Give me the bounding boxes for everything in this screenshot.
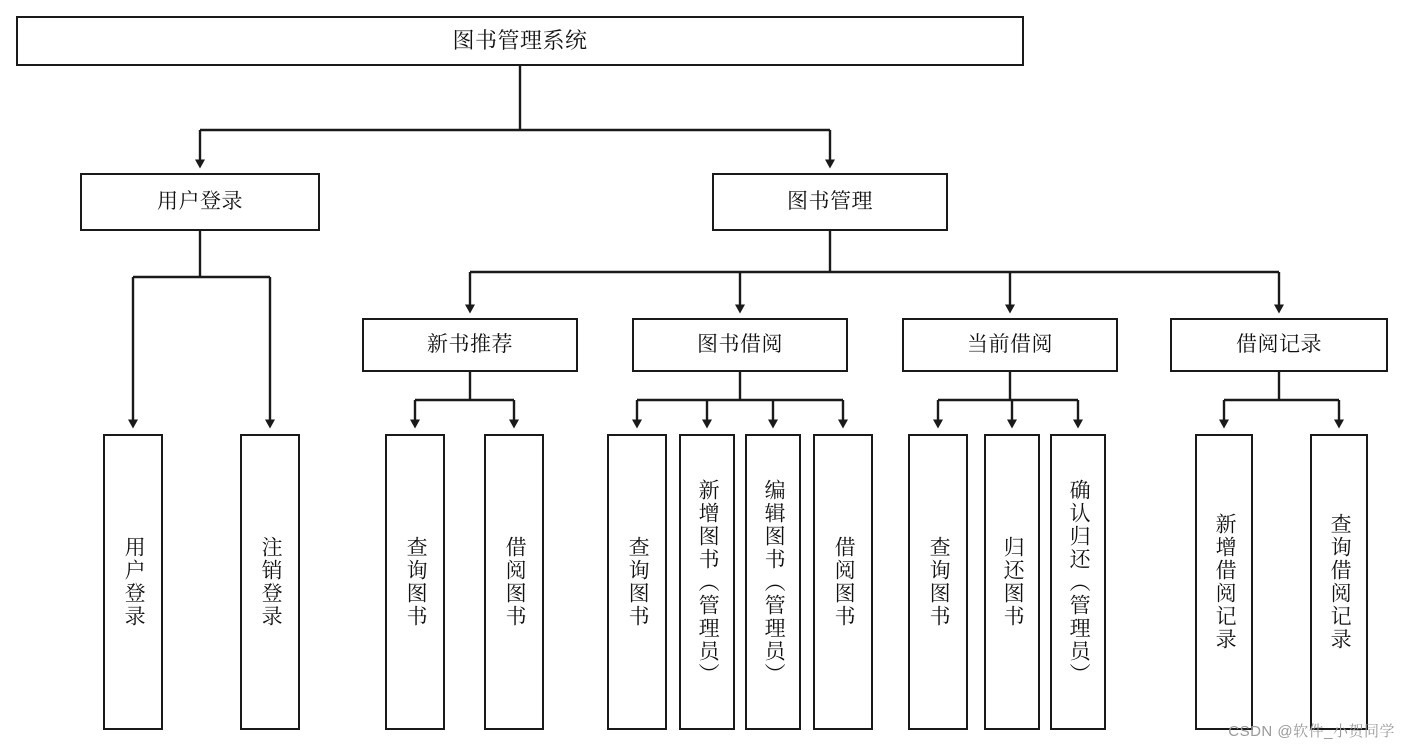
node-leaf-query-book-3-label: 查询图书: [927, 536, 951, 628]
watermark: CSDN @软件_小贺同学: [1228, 723, 1395, 740]
node-leaf-query-book-1-label: 查询图书: [404, 536, 428, 628]
node-leaf-return-book[interactable]: [984, 434, 1040, 730]
node-leaf-borrow-book-2[interactable]: [813, 434, 873, 730]
node-leaf-query-book-2[interactable]: [607, 434, 667, 730]
node-leaf-borrow-book-2-label: 借阅图书: [832, 536, 856, 628]
node-new-book-recommend-label: 新书推荐: [427, 333, 513, 357]
node-leaf-query-book-3[interactable]: [908, 434, 968, 730]
node-book-borrow-label: 图书借阅: [697, 333, 783, 357]
node-current-borrow-label: 当前借阅: [967, 333, 1053, 357]
node-leaf-add-book[interactable]: [679, 434, 735, 730]
node-user-login[interactable]: [80, 173, 320, 231]
node-leaf-add-record[interactable]: [1195, 434, 1253, 730]
node-leaf-add-record-label: 新增借阅记录: [1213, 513, 1237, 651]
node-leaf-edit-book-label: 编辑图书（管理员）: [762, 478, 786, 686]
node-root-label: 图书管理系统: [452, 27, 588, 53]
node-leaf-edit-book[interactable]: [745, 434, 801, 730]
node-user-login-label: 用户登录: [157, 190, 243, 214]
node-leaf-confirm-return[interactable]: [1050, 434, 1106, 730]
node-current-borrow[interactable]: [902, 318, 1118, 372]
node-leaf-query-book-1[interactable]: [385, 434, 445, 730]
node-new-book-recommend[interactable]: [362, 318, 578, 372]
node-leaf-borrow-book-1[interactable]: [484, 434, 544, 730]
node-book-manage-label: 图书管理: [787, 190, 873, 214]
node-leaf-borrow-book-1-label: 借阅图书: [503, 536, 527, 628]
node-leaf-user-login-label: 用户登录: [122, 536, 146, 628]
node-leaf-logout[interactable]: [240, 434, 300, 730]
node-book-borrow[interactable]: [632, 318, 848, 372]
node-leaf-query-record-label: 查询借阅记录: [1328, 513, 1352, 651]
node-leaf-confirm-return-label: 确认归还（管理员）: [1067, 478, 1091, 686]
node-book-manage[interactable]: [712, 173, 948, 231]
node-borrow-record-label: 借阅记录: [1236, 333, 1322, 357]
node-leaf-query-record[interactable]: [1310, 434, 1368, 730]
node-borrow-record[interactable]: [1170, 318, 1388, 372]
node-root[interactable]: [16, 16, 1024, 66]
node-leaf-return-book-label: 归还图书: [1001, 536, 1025, 628]
node-leaf-query-book-2-label: 查询图书: [626, 536, 650, 628]
node-leaf-add-book-label: 新增图书（管理员）: [696, 478, 720, 686]
node-leaf-logout-label: 注销登录: [259, 536, 283, 628]
node-leaf-user-login[interactable]: [103, 434, 163, 730]
